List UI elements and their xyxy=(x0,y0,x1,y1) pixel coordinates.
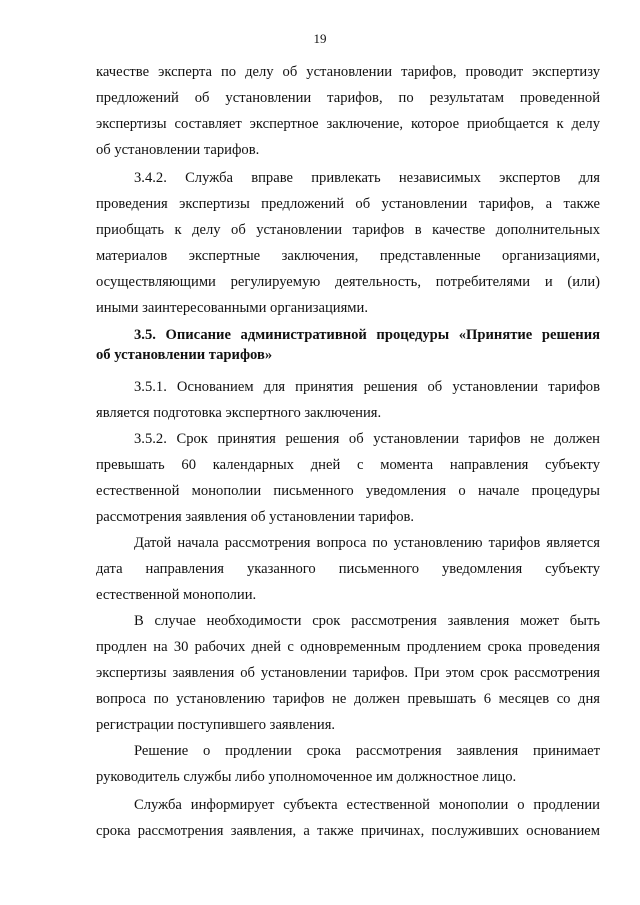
paragraph-line: срока рассмотрения заявления, а также причинах, послуживших основанием xyxy=(96,823,600,839)
paragraph-line: дата направления указанного письменного уведомления субъекту xyxy=(96,561,600,577)
paragraph-line: экспертизы заявления об установлении тарифов. При этом срок рассмотрения xyxy=(96,665,600,681)
paragraph-line: качестве эксперта по делу об установлении тарифов, проводит экспертизу xyxy=(96,64,600,80)
paragraph-line: рассмотрения заявления об установлении тарифов. xyxy=(96,509,415,525)
paragraph-line: является подготовка экспертного заключения. xyxy=(96,405,382,421)
paragraph-line: проведения экспертизы предложений об установлении тарифов, а также xyxy=(96,196,600,212)
paragraph-line: 3.4.2. Служба вправе привлекать независимых экспертов для xyxy=(134,170,600,186)
section-heading-line: об установлении тарифов» xyxy=(96,347,273,363)
paragraph-line: приобщать к делу об установлении тарифов в качестве дополнительных xyxy=(96,222,600,238)
paragraph-line: осуществляющими регулируемую деятельность, потребителями и (или) xyxy=(96,274,600,290)
paragraph-line: об установлении тарифов. xyxy=(96,142,260,158)
paragraph-line: естественной монополии письменного уведомления о начале процедуры xyxy=(96,483,600,499)
paragraph-line: превышать 60 календарных дней с момента направления субъекту xyxy=(96,457,600,473)
paragraph-line: Служба информирует субъекта естественной монополии о продлении xyxy=(134,797,600,813)
paragraph-line: Датой начала рассмотрения вопроса по установлению тарифов является xyxy=(134,535,600,551)
paragraph-line: В случае необходимости срок рассмотрения заявления может быть xyxy=(134,613,600,629)
paragraph-line: экспертизы составляет экспертное заключение, которое приобщается к делу xyxy=(96,116,600,132)
paragraph-line: иными заинтересованными организациями. xyxy=(96,300,368,316)
paragraph-line: Решение о продлении срока рассмотрения заявления принимает xyxy=(134,743,600,759)
paragraph-line: продлен на 30 рабочих дней с одновременным продлением срока проведения xyxy=(96,639,600,655)
paragraph-line: руководитель службы либо уполномоченное им должностное лицо. xyxy=(96,769,517,785)
paragraph-line: регистрации поступившего заявления. xyxy=(96,717,336,733)
page-number: 19 xyxy=(313,31,327,46)
paragraph-line: материалов экспертные заключения, представленные организациями, xyxy=(96,248,600,264)
paragraph-line: вопроса по установлению тарифов не должен превышать 6 месяцев со дня xyxy=(96,691,600,707)
paragraph-line: естественной монополии. xyxy=(96,587,257,603)
paragraph-line: 3.5.2. Срок принятия решения об установлении тарифов не должен xyxy=(134,431,600,447)
paragraph-line: 3.5.1. Основанием для принятия решения об установлении тарифов xyxy=(134,379,600,395)
section-heading-line: 3.5. Описание административной процедуры «Принятие решения xyxy=(134,327,600,343)
paragraph-line: предложений об установлении тарифов, по результатам проведенной xyxy=(96,90,600,106)
